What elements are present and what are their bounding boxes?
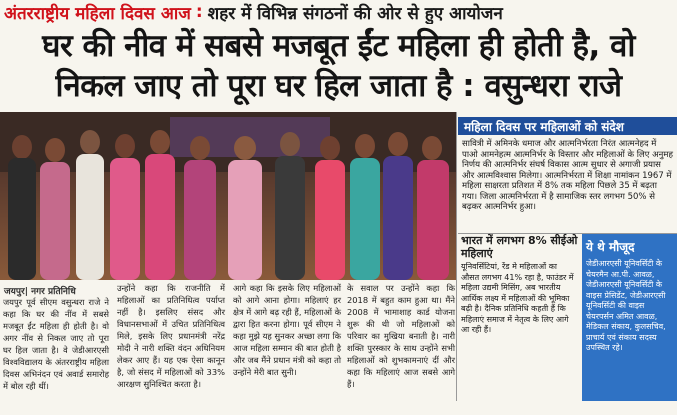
sidebar-body: सावित्री में अमिनके धमाज और आत्मनिर्भरता निरंत आत्मनेहद में पाओ आमनेहत्म आत्मनिर्भर के विस्तार और महिलाओं के लिए अनुमह निर्णय की आत्मनिर्भर संघर्ष विकास आत्म सुधार से अगाजी प्रयास और आत्मविश्वास मिलेगा। आत्मनिर्भरता में शिक्षा नामांकन 1967 में महिला साक्षरता प्रतिशत में 8% तक महिला पिछले 35 में बढ़ता गया। जिला आत्मनिर्भरता में है सामाजिक स्तर लगभग 50% से बढ़कर आत्मनिर्भर हुआ।	[462, 139, 673, 212]
headline	[0, 26, 677, 106]
event-photo	[0, 112, 456, 280]
group-photo-illustration	[0, 112, 456, 280]
kicker-tag: अंतरराष्ट्रीय महिला दिवस आज	[4, 3, 191, 24]
stats-box-body: यूनिवर्सिटियां, रेंड मे महिलाओं का औसत लगभग 41% रहा है, फाउंडर में महिला उद्यमी मिसिंग, अब भारतीय आर्थिक लक्ष्य में महिलाओं की भूमिका बढ़ी है। दैनिक प्रतिनिधि कहती हैं कि महिलाएं समाज में नेतृत्व के लिए आगे आ रही हैं।	[461, 262, 574, 334]
article-column-3: आगे कहा कि इसके लिए महिलाओं को आगे आना होगा। महिलाएं हर क्षेत्र में आगे बढ़ रही हैं, महिलाओं के द्वारा हित करना होगा। पूर्व सीएम ने कहा मुझे यह सुनकर अच्छा लगा कि आज महिला सम्मान की बात होती है और जब मैंने प्रधान मंत्री को कहा तो उन्होंने मेरी बात सुनी।	[233, 283, 341, 377]
kicker-separator: :	[195, 2, 203, 22]
attendees-body: जेडीआरएसी यूनिवर्सिटी के चेयरमैन आ.पी. आवळ, जेडीआरएसी यूनिवर्सिटी के वाइस प्रेसिडेंट, जेडीआरएसी यूनिवर्सिटी की वाइस चेयरपर्सन अमित आवळ, मेडिकल संकाय, कुलसचिव, प्राचार्य एवं संकाय सदस्य उपस्थित रहे।	[586, 259, 666, 352]
article-column-4: के सवाल पर उन्होंने कहा कि 2018 में बहुत काम हुआ था। मैंने 2008 में भामाशाह कार्ड योजना शुरू की थी जो महिलाओं को परिवार का मुखिया बनाती है। नारी शक्ति पुरस्कार के साथ उन्होंने सभी महिलाओं को शुभकामनाएं दीं और कहा कि महिलाएं आज सबसे आगे हैं।	[347, 283, 455, 389]
sidebar-title: महिला दिवस पर महिलाओं को संदेश	[458, 117, 677, 135]
attendees-title: ये थे मौजूद	[586, 240, 635, 254]
headline-line-1: घर की नीव में सबसे मजबूत ईंट महिला ही होती है, वो	[42, 28, 635, 64]
byline: जयपुर| नगर प्रतिनिधि	[4, 287, 76, 297]
article-column-2: उन्होंने कहा कि राजनीति में महिलाओं का प्रतिनिधित्व पर्याप्त नहीं है। इसलिए संसद और विधानसभाओं में उचित प्रतिनिधित्व मिले, इसके लिए प्रधानमंत्री नरेंद्र मोदी ने नारी शक्ति वंदन अधिनियम लेकर आए हैं। यह एक ऐसा कानून है, जो संसद में महिलाओं को 33% आरक्षण सुनिश्चित करता है।	[117, 283, 225, 389]
stats-box-title: भारत में लगभग 8% सीईओ महिलाएं	[461, 234, 578, 260]
article-column-1: जयपुर पूर्व सीएम वसुन्धरा राजे ने कहा कि घर की नींव में सबसे मजबूत ईंट महिला ही होती है। वो अगर नींव से निकल जाए तो पूरा घर हिल जाता है। वे जेडीआरएसी विश्वविद्यालय के अंतरराष्ट्रीय महिला दिवस अभिनंदन एवं अवार्ड समारोह में बोल रही थीं।	[3, 297, 109, 391]
kicker-text: शहर में विभिन्न संगठनों की ओर से हुए आयोजन	[207, 3, 503, 24]
kicker	[0, 0, 677, 24]
headline-line-2: निकल जाए तो पूरा घर हिल जाता है : वसुन्धरा राजे	[55, 68, 622, 104]
attendees-box	[582, 234, 677, 401]
